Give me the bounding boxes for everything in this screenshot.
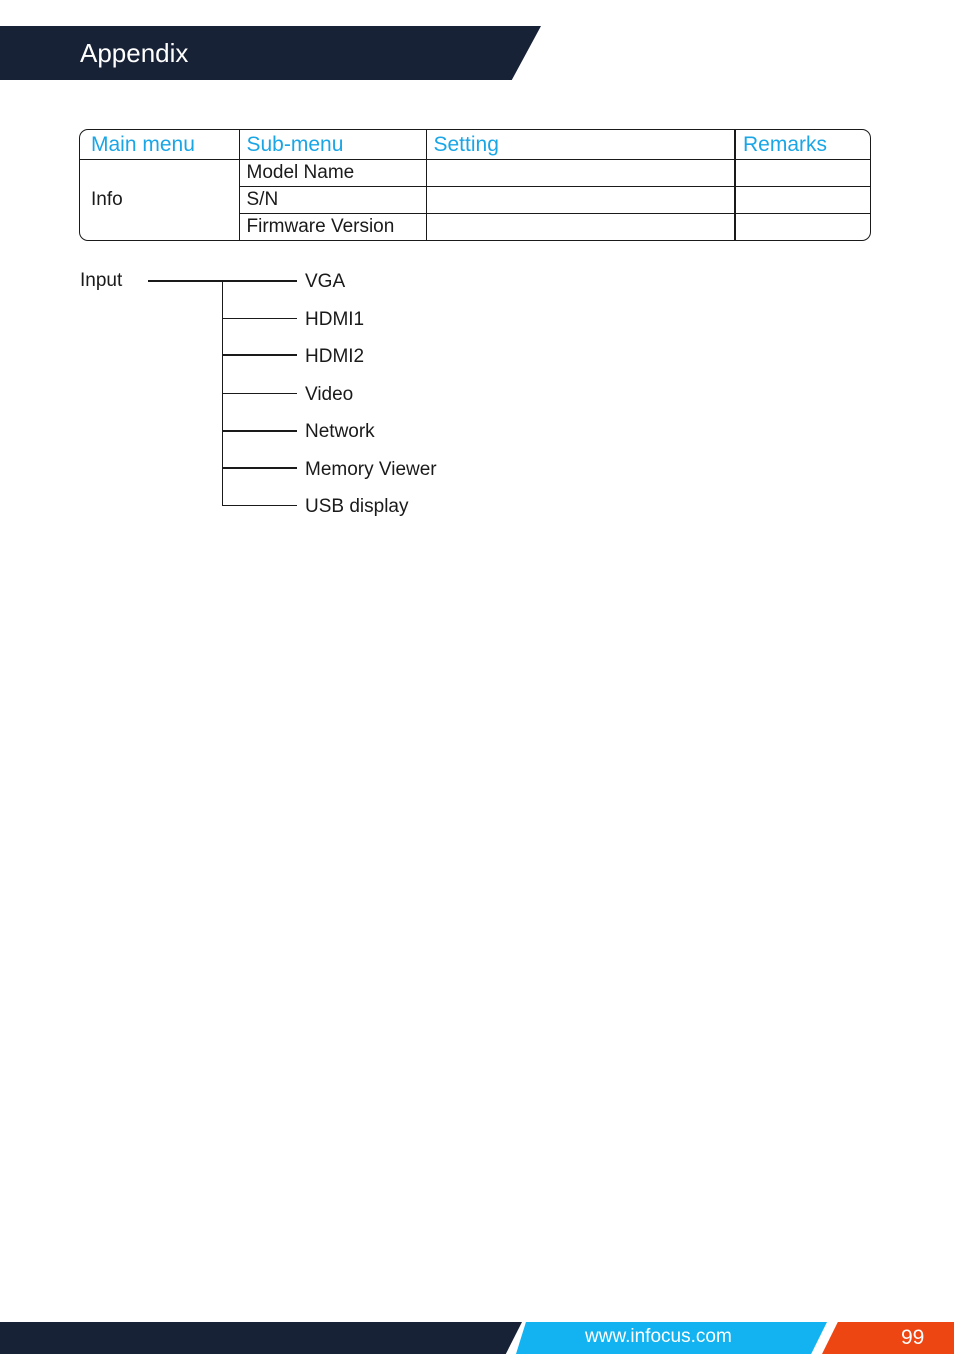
tree-item-video: Video bbox=[305, 384, 354, 405]
tree-item-vga: VGA bbox=[305, 271, 346, 292]
table-row bbox=[80, 160, 871, 187]
column-header-setting: Setting bbox=[426, 130, 735, 160]
main-menu-cell: Info bbox=[91, 189, 123, 210]
tree-item-memory-viewer: Memory Viewer bbox=[305, 459, 437, 480]
sub-menu-cell: Firmware Version bbox=[239, 214, 426, 241]
remarks-cell bbox=[735, 214, 871, 241]
tree-branch-line bbox=[222, 430, 297, 432]
tree-branch-line bbox=[222, 505, 297, 506]
page-title: Appendix bbox=[80, 38, 189, 68]
column-header-main-menu: Main menu bbox=[80, 130, 239, 160]
setting-cell bbox=[426, 160, 735, 187]
tree-branch-line bbox=[222, 318, 297, 319]
info-menu-table bbox=[79, 129, 871, 241]
sub-menu-cell: Model Name bbox=[239, 160, 426, 187]
tree-item-network: Network bbox=[305, 421, 375, 442]
remarks-cell bbox=[735, 160, 871, 187]
page-number: 99 bbox=[901, 1326, 925, 1349]
remarks-cell bbox=[735, 187, 871, 214]
tree-item-hdmi2: HDMI2 bbox=[305, 346, 365, 367]
tree-branch-line bbox=[222, 467, 297, 469]
table-header-row bbox=[80, 130, 871, 160]
sub-menu-cell: S/N bbox=[239, 187, 426, 214]
setting-cell bbox=[426, 187, 735, 214]
footer-band-dark bbox=[0, 1322, 522, 1354]
tree-branch-line bbox=[222, 393, 297, 394]
setting-cell bbox=[426, 214, 735, 241]
column-header-sub-menu: Sub-menu bbox=[239, 130, 426, 160]
tree-branch-line bbox=[222, 354, 297, 356]
tree-root-label: Input bbox=[80, 270, 123, 291]
tree-item-hdmi1: HDMI1 bbox=[305, 309, 365, 330]
tree-item-usb-display: USB display bbox=[305, 496, 409, 517]
footer-band-orange bbox=[822, 1322, 954, 1354]
footer-website-link[interactable]: www.infocus.com bbox=[585, 1326, 732, 1347]
column-header-remarks: Remarks bbox=[735, 130, 871, 160]
